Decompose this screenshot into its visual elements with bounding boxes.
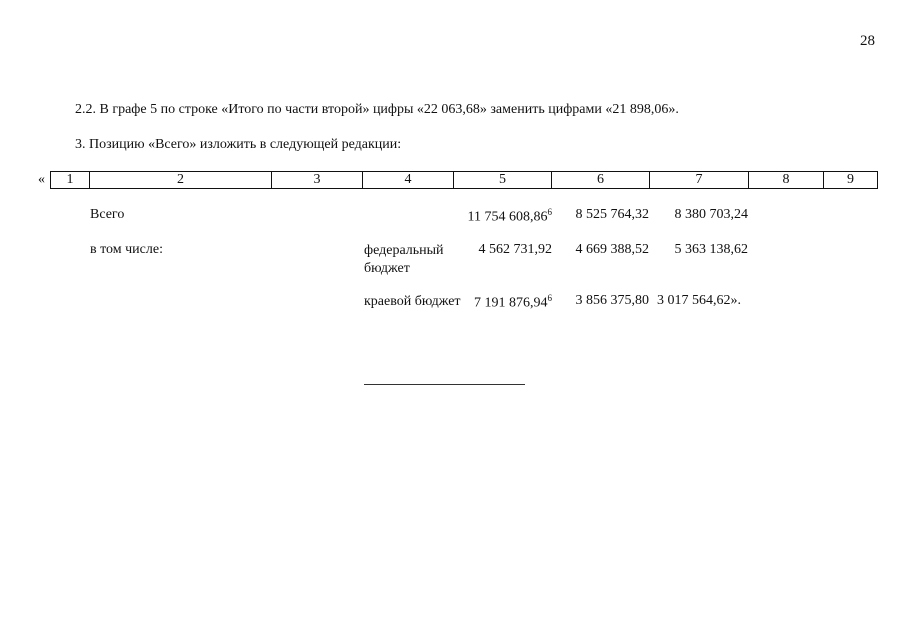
row-regional-col5-footnote: 6 — [547, 293, 552, 303]
header-cell-8: 8 — [749, 172, 824, 189]
row-total-col7: 8 380 703,24 — [674, 207, 748, 222]
header-cell-9: 9 — [824, 172, 878, 189]
row-total-col6: 8 525 764,32 — [575, 207, 649, 222]
header-cell-7: 7 — [650, 172, 749, 189]
header-cell-3: 3 — [272, 172, 363, 189]
header-row — [51, 172, 878, 189]
row-total-col5-footnote: 6 — [547, 207, 552, 217]
row-including-label: в том числе: — [90, 242, 163, 257]
row-regional-col6: 3 856 375,80 — [575, 293, 649, 308]
row-total-col5 — [468, 207, 552, 226]
paragraph-3: 3. Позицию «Всего» изложить в следующей редакции: — [75, 137, 402, 152]
row-total-col5-value: 11 754 608,86 — [467, 209, 548, 225]
header-cell-4: 4 — [363, 172, 454, 189]
header-cell-1: 1 — [51, 172, 90, 189]
row-total-label: Всего — [90, 207, 125, 222]
header-cell-2: 2 — [90, 172, 272, 189]
row-regional-budget-label: краевой бюджет — [364, 294, 461, 309]
row-federal-budget-label: федеральный бюджет — [364, 243, 444, 276]
table-open-quote: « — [38, 172, 45, 187]
row-regional-col5 — [474, 293, 552, 312]
column-number-header-table — [50, 171, 878, 189]
row-federal-col5: 4 562 731,92 — [478, 242, 552, 257]
row-federal-col7: 5 363 138,62 — [674, 242, 748, 257]
header-cell-6: 6 — [552, 172, 650, 189]
header-cell-5: 5 — [454, 172, 552, 189]
row-regional-col5-value: 7 191 876,94 — [474, 295, 548, 311]
row-regional-col7: 3 017 564,62». — [657, 293, 741, 308]
page-number: 28 — [860, 33, 875, 49]
paragraph-2-2: 2.2. В графе 5 по строке «Итого по части второй» цифры «22 063,68» заменить цифрами «21 898,06». — [75, 102, 679, 117]
closing-rule-line — [364, 384, 525, 385]
row-federal-col6: 4 669 388,52 — [575, 242, 649, 257]
